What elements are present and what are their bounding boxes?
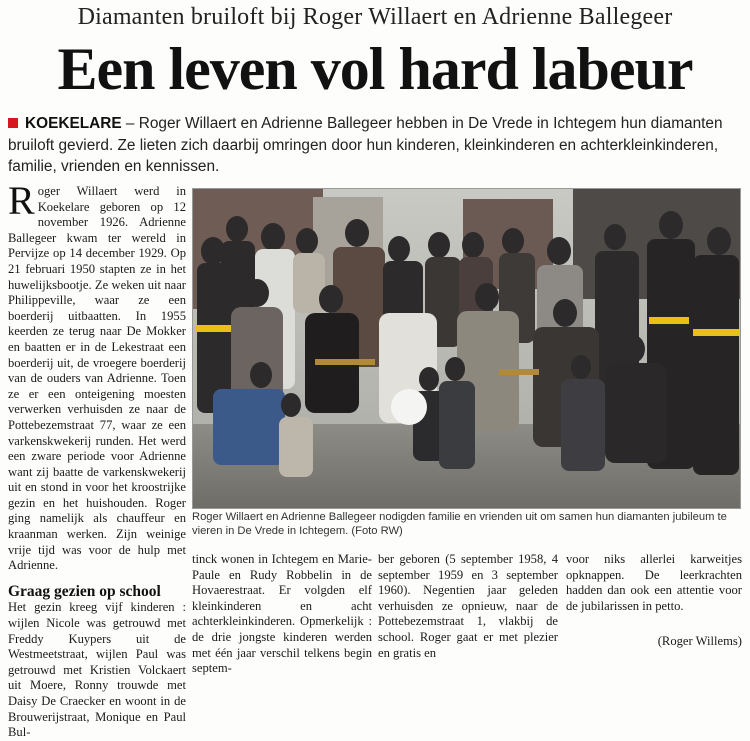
article-headline: Een leven vol hard labeur xyxy=(57,36,693,102)
photo-illustration xyxy=(193,189,741,509)
body-paragraph-2: Het gezin kreeg vijf kinderen : wijlen Nicole was getrouwd met Freddy Kuypers uit de Westmeetstraat, wijlen Paul was getrouwd met Kristien Volckaert uit Moere, Ronny trouwde met Daisy De Craecker en woont in de Brouwerijstraat, Monique en Paul Bul- xyxy=(8,600,186,740)
body-column-4 xyxy=(566,552,742,650)
article-lead xyxy=(8,113,743,178)
family-group-photo xyxy=(192,188,741,509)
red-square-bullet xyxy=(8,118,18,128)
paragraph-1-text: oger Willaert werd in Koekelare geboren op 12 november 1926. Adrienne Ballegeer kwam ter wereld in Pervijze op 14 december 1929. Op 21 februari 1950 stapten ze in het huwelijksbootje. Ze weken uit naar Philippeville, waar ze een boerderij uitbaatten. In 1955 keerden ze terug naar De Mokker en baatten er in de Lekestraat een boerderij uit, de vroegere boerderij van de ouders van Adrienne. Toen ze er een onteigening moesten verwerken verhuisden ze naar de Pottebezemstraat 77, waar ze een varkenskwekerij runden. Het werd een zware periode voor Adrienne want zij baatte de varkenskwekerij uit en stond in voor het kroostrijke gezin en het huishouden. Roger ging namelijk als chauffeur en kraanman werken. Zijn weinige vrije tijd was voor de hulp met Adrienne. xyxy=(8,184,186,573)
body-paragraph-3: tinck wonen in Ichtegem en Marie-Paule en Rudy Robbelin in de Hovaerestraat. Er volgden elf kleinkinderen en acht achterkleinkinderen. Opmerkelijk : de drie jongste kinderen werden met één jaar verschil telkens begin septem- xyxy=(192,552,372,676)
lead-text: – Roger Willaert en Adrienne Ballegeer hebben in De Vrede in Ichtegem hun diamanten bruiloft gevierd. Ze lieten zich daarbij omringen door hun kinderen, kleinkinderen en achterkleinkinderen, familie, vrienden en kennissen. xyxy=(8,115,723,175)
body-paragraph-4: ber geboren (5 september 1958, 4 september 1959 en 3 september 1960). Negentien jaar geleden verhuisden ze opnieuw, naar de Pottebezemstraat 1, vlakbij de school. Roger gaat er met plezier en gratis en xyxy=(378,552,558,660)
subheading: Graag gezien op school xyxy=(8,582,161,600)
body-column-3 xyxy=(378,552,558,661)
drop-cap: R xyxy=(8,178,35,223)
lead-place: KOEKELARE xyxy=(25,115,122,132)
body-column-2 xyxy=(192,552,372,677)
body-paragraph-1 xyxy=(8,178,186,574)
article-kicker: Diamanten bruiloft bij Roger Willaert en Adrienne Ballegeer xyxy=(77,4,673,30)
body-paragraph-5: voor niks allerlei karweitjes opknappen. De leerkrachten hadden dan ook een attentie voor de jubilarissen in petto. xyxy=(566,552,742,613)
photo-caption: Roger Willaert en Adrienne Ballegeer nodigden familie en vrienden uit om samen hun diamanten jubileum te vieren in De Vrede in Ichtegem. (Foto RW) xyxy=(192,511,727,537)
article-byline: (Roger Willems) xyxy=(657,634,742,649)
body-column-1 xyxy=(8,178,186,741)
